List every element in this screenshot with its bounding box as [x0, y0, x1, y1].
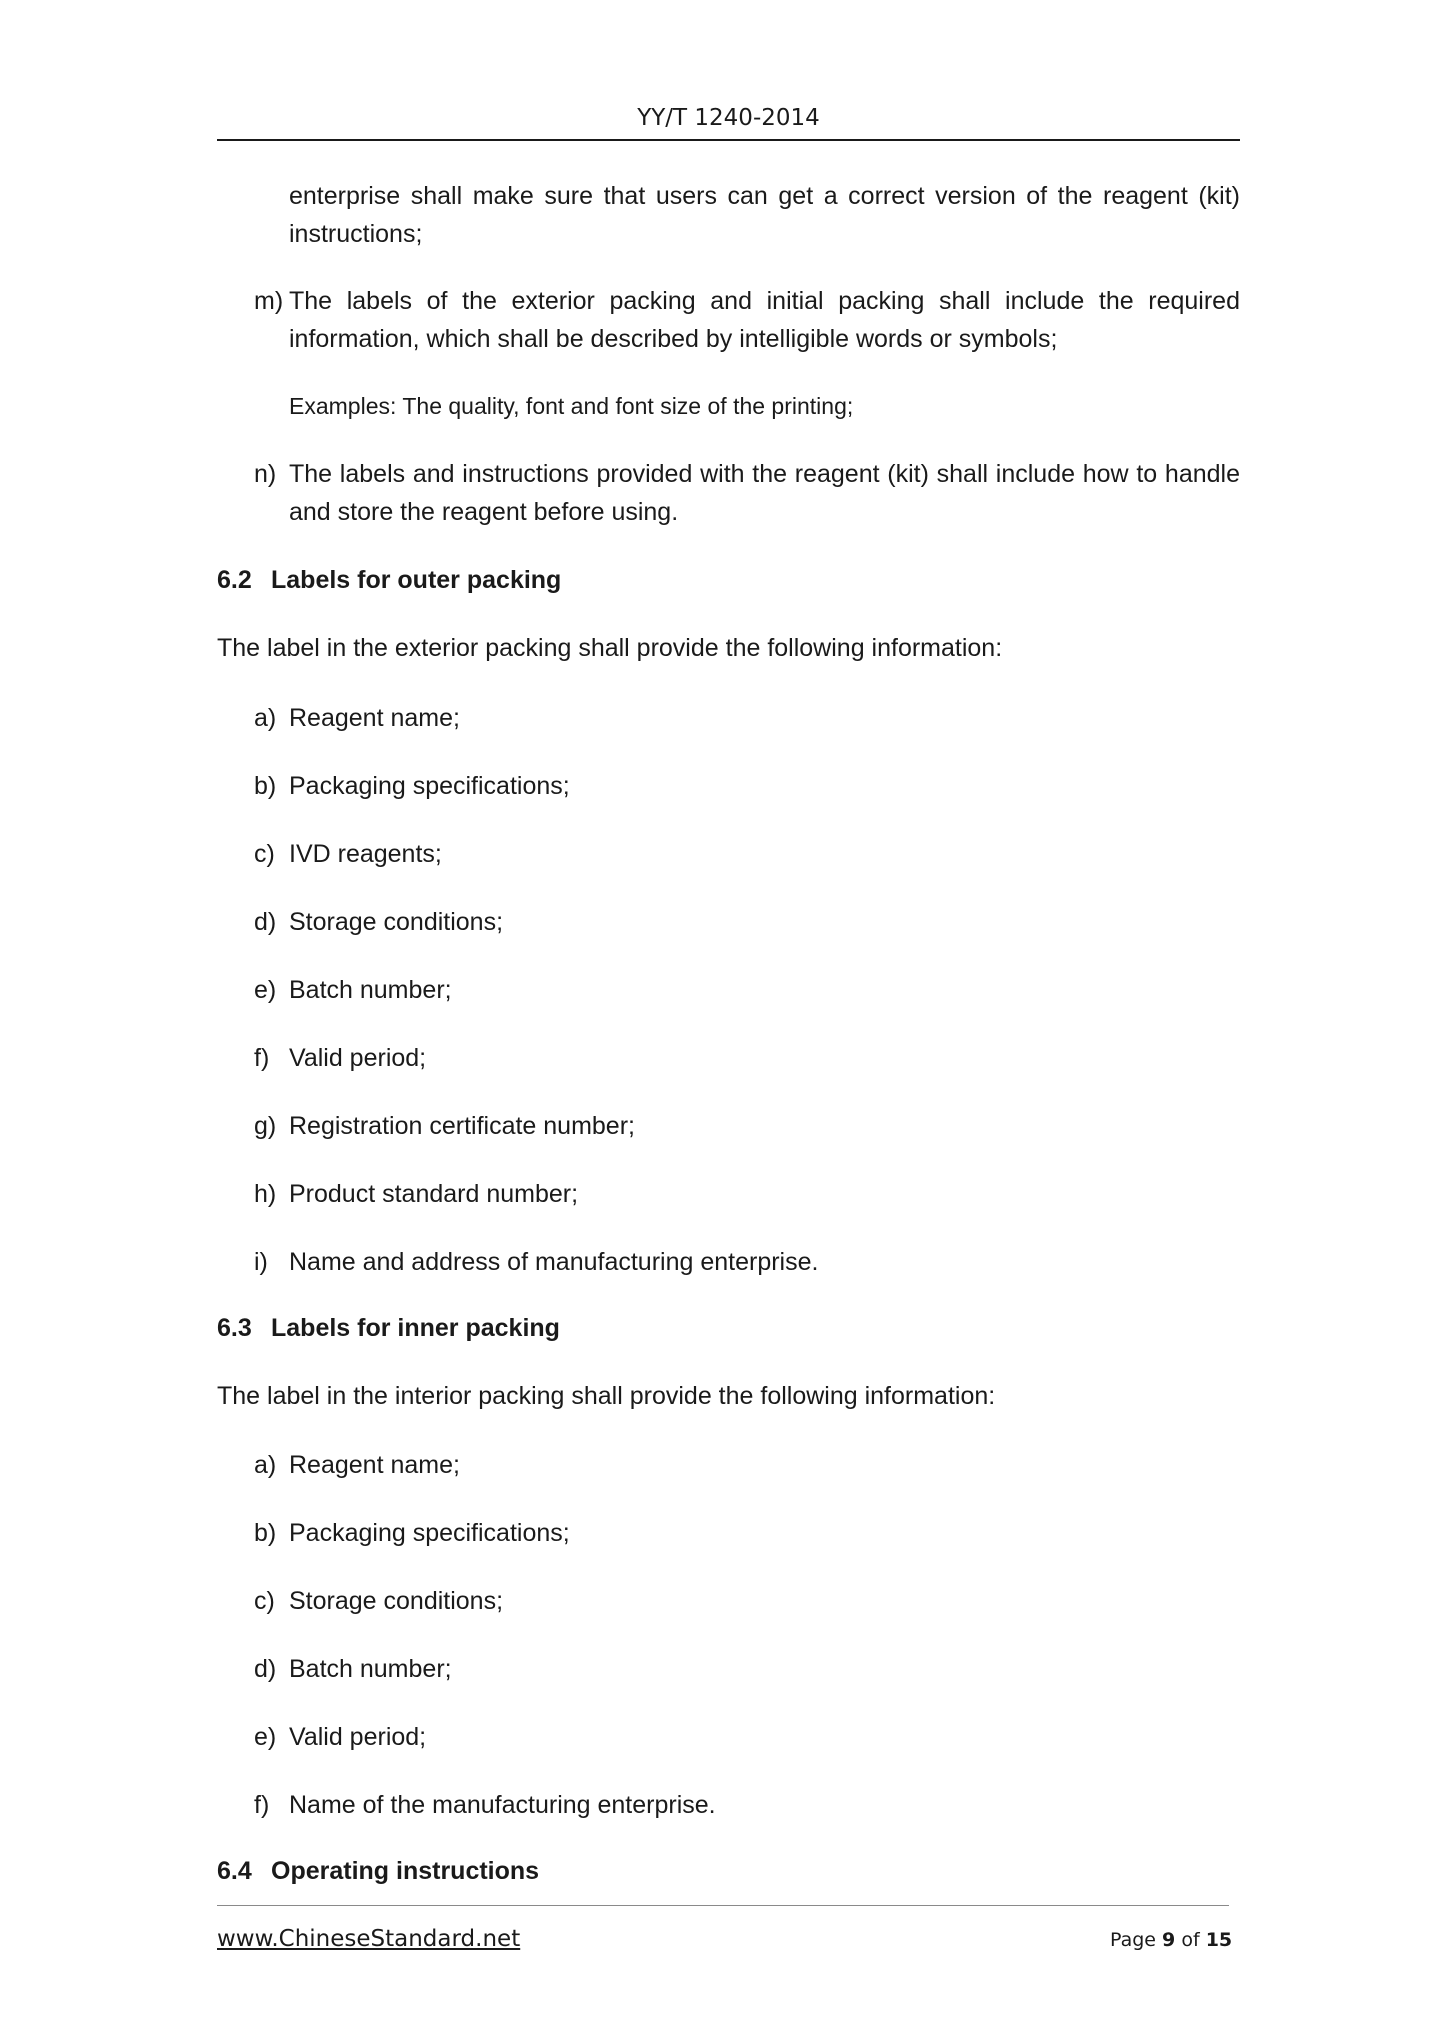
section-title: Labels for inner packing [271, 1314, 560, 1342]
list-item-text: Packaging specifications; [289, 772, 570, 800]
continuation-paragraph: enterprise shall make sure that users can get a correct version of the reagent (kit) instructions; [289, 182, 1240, 248]
example-note: Examples: The quality, font and font size of the printing; [289, 393, 854, 419]
section-intro: The label in the exterior packing shall provide the following information: [217, 634, 1003, 662]
list-item [254, 1446, 1240, 1484]
section-heading-6-2 [217, 563, 561, 597]
list-item [254, 835, 1240, 873]
list-marker: c) [254, 1587, 275, 1615]
list-item-text: Valid period; [289, 1723, 427, 1751]
page-total: 15 [1205, 1929, 1233, 1951]
list-item-text: Reagent name; [289, 1451, 460, 1479]
section-heading-6-4 [217, 1854, 539, 1888]
list-item-text: The labels of the exterior packing and initial packing shall include the required information, which shall be described by intelligible words or symbols; [289, 287, 1240, 353]
list-marker: a) [254, 1451, 277, 1479]
list-item [254, 1514, 1240, 1552]
list-item [254, 1175, 1240, 1213]
section-title: Labels for outer packing [271, 566, 562, 594]
list-item [254, 903, 1240, 941]
list-item [254, 1786, 1240, 1824]
list-item-text: Name of the manufacturing enterprise. [289, 1791, 716, 1819]
section-number: 6.4 [217, 1857, 252, 1885]
section-intro: The label in the interior packing shall provide the following information: [217, 1382, 996, 1410]
footer-website-link[interactable]: www.ChineseStandard.net [217, 1926, 521, 1952]
list-item-text: Reagent name; [289, 704, 460, 732]
section-heading-6-3 [217, 1311, 560, 1345]
page-header [217, 103, 1240, 141]
page-of: of [1181, 1929, 1200, 1951]
list-item-m [254, 282, 1240, 358]
list-marker: m) [254, 287, 284, 315]
list-marker: f) [254, 1791, 270, 1819]
list-marker: b) [254, 772, 277, 800]
section-number: 6.3 [217, 1314, 252, 1342]
list-marker: c) [254, 840, 275, 868]
list-marker: e) [254, 976, 277, 1004]
list-item-n [254, 455, 1240, 531]
list-item [254, 767, 1240, 805]
list-item-text: Packaging specifications; [289, 1519, 570, 1547]
list-marker: h) [254, 1180, 277, 1208]
list-item [254, 1107, 1240, 1145]
section-number: 6.2 [217, 566, 252, 594]
list-item-text: The labels and instructions provided with the reagent (kit) shall include how to handle and store the reagent before using. [289, 460, 1240, 526]
list-marker: e) [254, 1723, 277, 1751]
list-marker: d) [254, 1655, 277, 1683]
list-item-text: Name and address of manufacturing enterprise. [289, 1248, 819, 1276]
list-item [254, 1039, 1240, 1077]
list-marker: n) [254, 460, 277, 488]
page-indicator [1110, 1929, 1232, 1951]
list-item-text: Batch number; [289, 976, 452, 1004]
list-item-text: Storage conditions; [289, 908, 504, 936]
list-marker: i) [254, 1248, 268, 1276]
list-item-text: Storage conditions; [289, 1587, 504, 1615]
list-item [254, 1243, 1240, 1281]
list-item-text: IVD reagents; [289, 840, 442, 868]
list-marker: g) [254, 1112, 277, 1140]
page-prefix: Page [1110, 1929, 1156, 1951]
standard-code: YY/T 1240-2014 [637, 105, 820, 131]
list-item [254, 1582, 1240, 1620]
list-item-text: Product standard number; [289, 1180, 579, 1208]
list-item [254, 1650, 1240, 1688]
list-item [254, 971, 1240, 1009]
list-item-text: Valid period; [289, 1044, 427, 1072]
list-marker: d) [254, 908, 277, 936]
list-marker: b) [254, 1519, 277, 1547]
list-item [254, 699, 1240, 737]
list-marker: a) [254, 704, 277, 732]
section-title: Operating instructions [271, 1857, 540, 1885]
page-current: 9 [1162, 1929, 1176, 1951]
footer-divider [217, 1905, 1229, 1906]
list-marker: f) [254, 1044, 270, 1072]
list-item-text: Registration certificate number; [289, 1112, 635, 1140]
list-item-text: Batch number; [289, 1655, 452, 1683]
list-item [254, 1718, 1240, 1756]
